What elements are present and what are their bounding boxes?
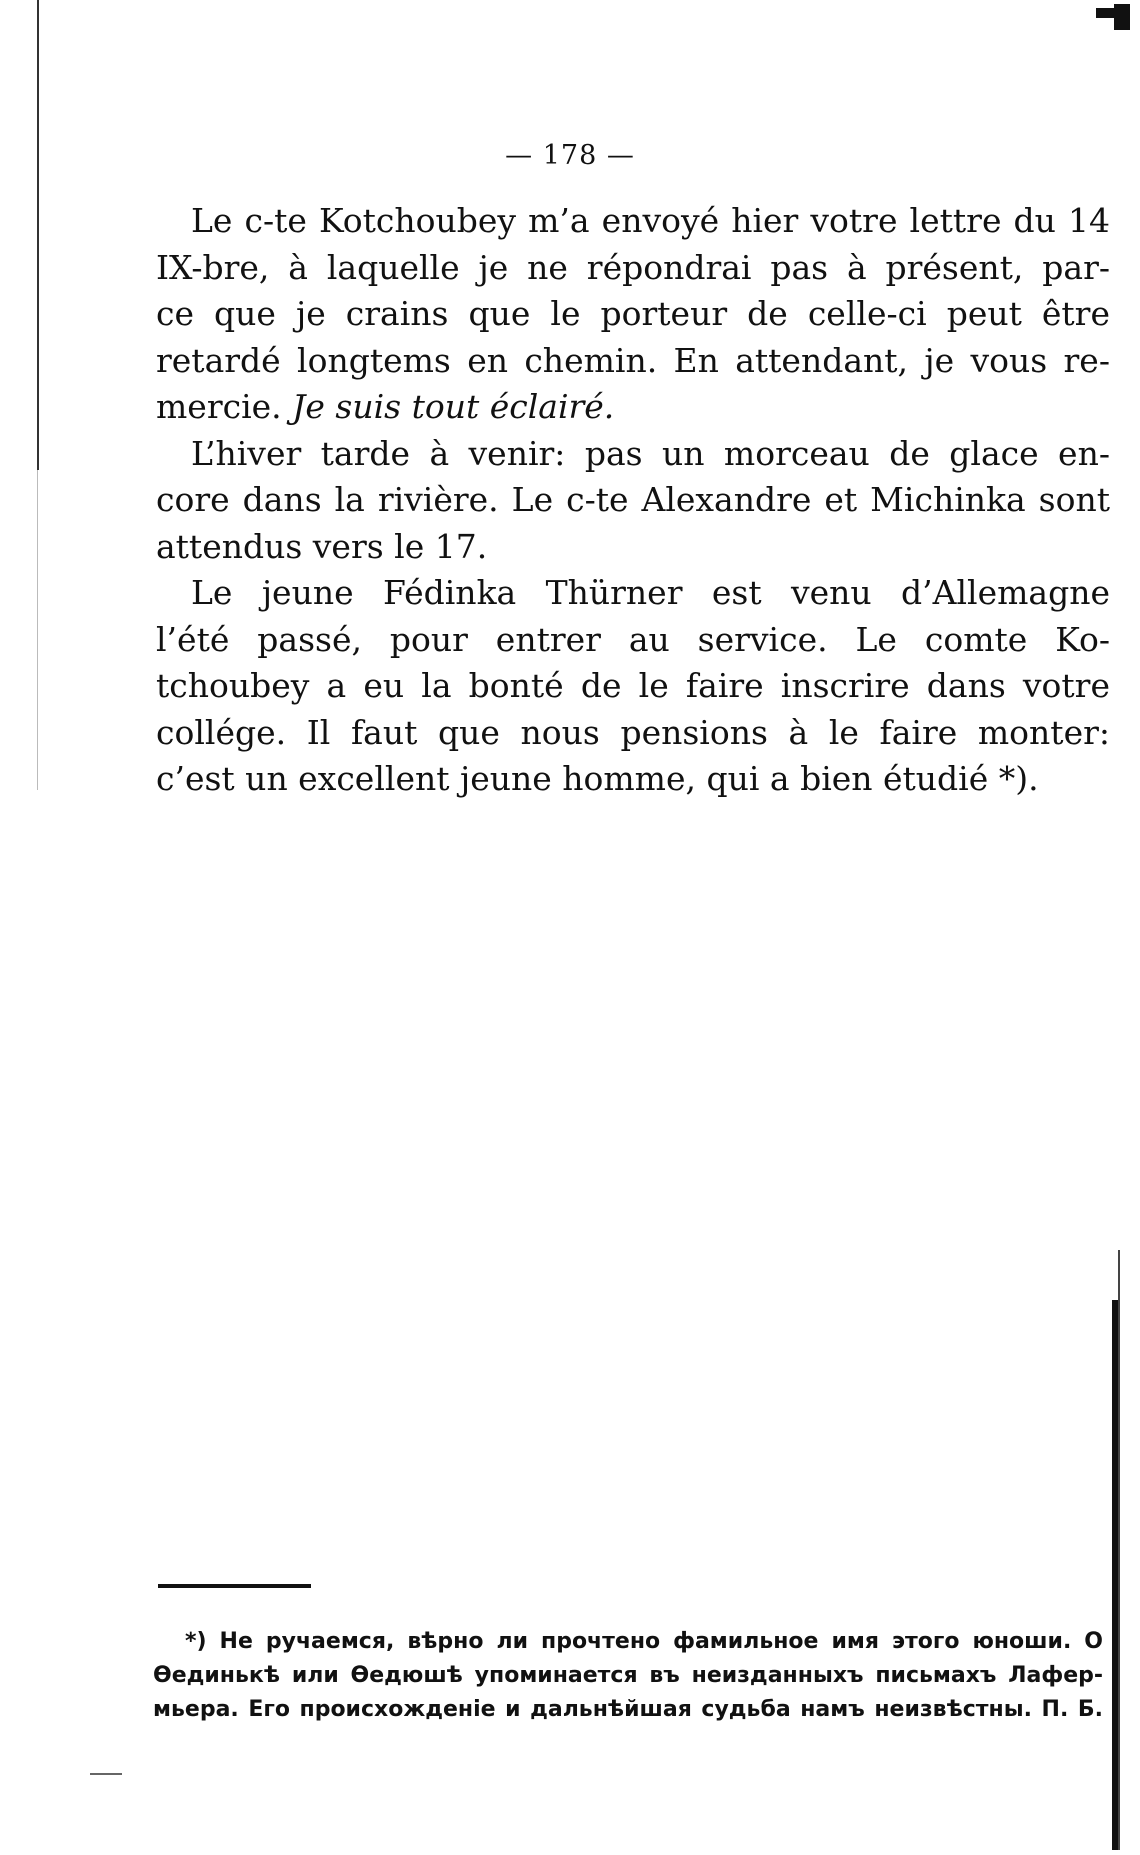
text-line: retardé longtems en chemin. En attendant, je vous re- xyxy=(156,340,1110,380)
text-line: c’est un excellent jeune homme, qui a bien étudié *). xyxy=(156,759,1039,798)
text-line: collége. Il faut que nous pensions à le faire monter: xyxy=(156,712,1110,752)
footnote xyxy=(153,1625,1103,1727)
italic-phrase: Je suis tout éclairé. xyxy=(292,387,615,426)
scan-corner-mark xyxy=(1114,4,1130,30)
text-line: Le c-te Kotchoubey m’a envoyé hier votre lettre du 14 xyxy=(191,201,1110,240)
footnote-line: мьера. Его происхожденіе и дальнѣйшая судьба намъ неизвѣстны. П. Б. xyxy=(153,1697,1103,1722)
text-line: attendus vers le 17. xyxy=(156,526,488,566)
page-number: — 178 — xyxy=(505,140,635,171)
scan-edge-left xyxy=(37,0,39,470)
footnote-line: *) Не ручаемся, вѣрно ли прочтено фамильное имя этого юноши. О xyxy=(185,1629,1103,1654)
text-line: l’été passé, pour entrer au service. Le comte Ko- xyxy=(156,619,1110,659)
text-line: IX-bre, à laquelle je ne répondrai pas à présent, par- xyxy=(156,247,1110,287)
text-line: tchoubey a eu la bonté de le faire inscrire dans votre xyxy=(156,666,1110,705)
footnote-line: Ѳединькѣ или Ѳедюшѣ упоминается въ неизданныхъ письмахъ Лафер- xyxy=(153,1663,1103,1688)
text-fragment: mercie. xyxy=(156,387,282,426)
text-line: core dans la rivière. Le c-te Alexandre et Michinka sont xyxy=(156,480,1110,519)
scan-edge-left-faint xyxy=(37,470,38,790)
text-line xyxy=(156,384,1110,431)
text-line: L’hiver tarde à venir: pas un morceau de glace en- xyxy=(191,433,1110,473)
body-text xyxy=(156,198,1110,803)
text-line: ce que je crains que le porteur de celle-ci peut être xyxy=(156,294,1110,333)
scan-margin-dash xyxy=(90,1773,122,1775)
scan-edge-right-thin xyxy=(1118,1250,1120,1850)
text-line: Le jeune Fédinka Thürner est venu d’Allemagne xyxy=(191,573,1110,612)
scan-corner-mark-tab xyxy=(1096,8,1116,18)
footnote-rule xyxy=(158,1584,311,1588)
